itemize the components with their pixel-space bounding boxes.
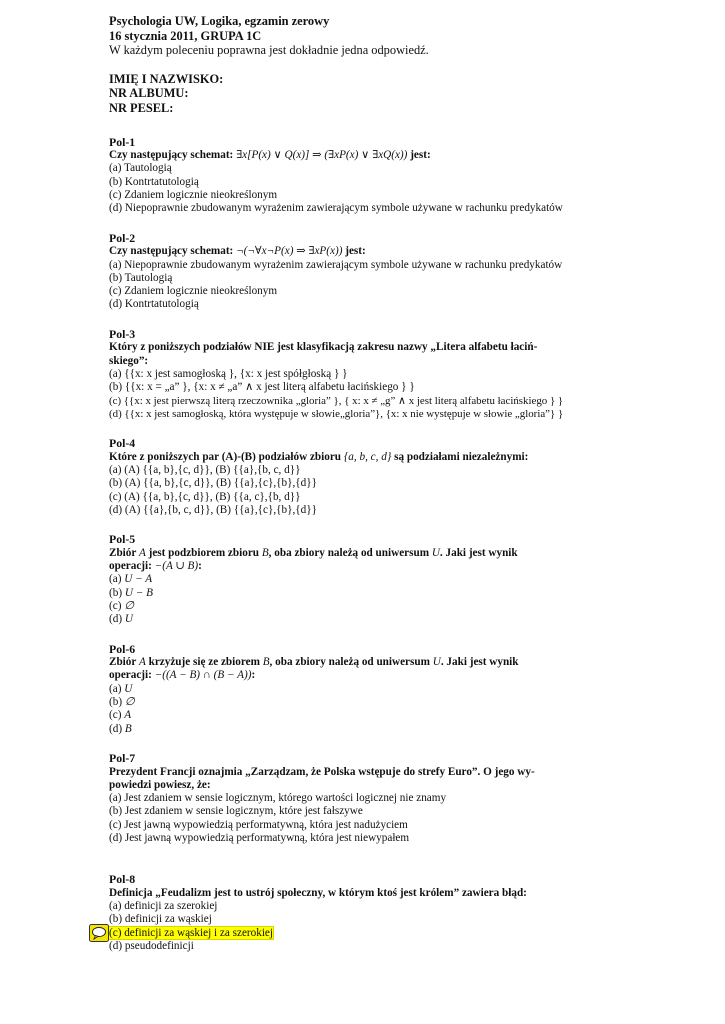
- question-formula: −((A − B) ∩ (B − A)): [154, 669, 252, 682]
- question-text: [109, 451, 621, 464]
- question-text-line-2: [109, 669, 621, 682]
- question-text-line-1: [109, 547, 621, 560]
- question-text-line-2: powiedzi powiesz, że:: [109, 778, 211, 791]
- question-text-part: jest:: [342, 245, 366, 258]
- option-b: (b) (A) {{a, b},{c, d}}, (B) {{a},{c},{b},{d}}: [109, 477, 318, 490]
- option-c: [109, 709, 621, 722]
- option-label: (d): [109, 613, 125, 626]
- option-c: (c) Zdaniem logicznie nieokreślonym: [109, 285, 278, 298]
- question-text-part: , oba zbiory należą od uniwersum: [268, 546, 432, 559]
- option-a: (a) (A) {{a, b},{c, d}}, (B) {{a},{b, c, d}}: [109, 463, 301, 476]
- option-value: U − A: [124, 573, 153, 586]
- math-symbol: A: [138, 546, 146, 559]
- question-pol-5: [109, 533, 621, 626]
- option-value: U: [124, 613, 133, 626]
- option-c: (c) Zdaniem logicznie nieokreślonym: [109, 189, 278, 202]
- question-id: Pol-4: [109, 436, 136, 451]
- option-value: B: [124, 722, 132, 735]
- option-b: (b) Tautologią: [109, 271, 173, 284]
- option-a: (a) {{x: x jest samogłoską }, {x: x jest spółgłoską } }: [109, 367, 348, 380]
- option-label: (d): [109, 722, 125, 735]
- question-text-part: operacji:: [109, 669, 155, 682]
- option-b: (b) Jest zdaniem w sensie logicznym, które jest fałszywe: [109, 805, 363, 818]
- question-text: [109, 149, 621, 162]
- option-c: (c) {{x: x jest pierwszą literą rzeczownika „gloria” }, { x: x ≠ „g” ∧ x jest literą alfabetu łacińskiego } }: [109, 394, 564, 407]
- question-text-part: . Jaki jest wynik: [440, 656, 519, 669]
- option-a: (a) Jest zdaniem w sensie logicznym, którego wartości logicznej nie znamy: [109, 792, 447, 805]
- question-id: Pol-1: [109, 134, 136, 149]
- option-d: (d) (A) {{a},{b, c, d}}, (B) {{a},{c},{b},{d}}: [109, 503, 318, 516]
- option-value: U: [124, 682, 133, 695]
- question-text-part: operacji:: [109, 560, 155, 573]
- option-b: (b) {{x: x = „a” }, {x: x ≠ „a” ∧ x jest literą alfabetu łacińskiego } }: [109, 381, 415, 394]
- option-label: (b): [109, 696, 125, 709]
- question-text-part: są podziałami niezależnymi:: [391, 450, 529, 463]
- comment-bubble-icon[interactable]: [89, 924, 109, 942]
- option-value: ∅: [124, 696, 135, 709]
- option-c: [109, 927, 621, 940]
- field-album-label: NR ALBUMU:: [109, 86, 189, 101]
- math-symbol: U: [431, 546, 440, 559]
- option-label: (a): [109, 682, 125, 695]
- option-a: (a) definicji za szerokiej: [109, 900, 218, 913]
- question-text-line-1: Który z poniższych podziałów NIE jest klasyfikacją zakresu nazwy „Litera alfabetu łaciń-: [109, 341, 538, 354]
- question-text-line-2: [109, 560, 621, 573]
- question-pol-4: [109, 437, 621, 517]
- exam-date-group: 16 stycznia 2011, GRUPA 1C: [109, 28, 262, 43]
- option-a: [109, 573, 621, 586]
- question-pol-1: [109, 136, 621, 216]
- question-formula: −(A ∪ B): [154, 560, 199, 573]
- option-b: (b) definicji za wąskiej: [109, 913, 212, 926]
- option-c: [109, 600, 621, 613]
- highlighted-option-text[interactable]: (c) definicji za wąskiej i za szerokiej: [109, 926, 273, 939]
- math-symbol: B: [262, 656, 270, 669]
- question-text: Definicja „Feudalizm jest to ustrój społeczny, w którym ktoś jest królem” zawiera błąd:: [109, 886, 527, 899]
- question-text-part: :: [198, 560, 202, 573]
- question-formula: {a, b, c, d}: [343, 450, 392, 463]
- option-b: [109, 696, 621, 709]
- question-pol-2: [109, 232, 621, 312]
- question-text-line-2: skiego”:: [109, 354, 149, 367]
- option-d: (d) {{x: x jest samogłoską, która występuje w słowie„gloria”}, {x: x nie występuje w słowie „gloria”} }: [109, 407, 564, 420]
- question-formula: ¬(¬∀x¬P(x) ⇒ ∃xP(x)): [236, 245, 343, 258]
- math-symbol: A: [138, 656, 146, 669]
- question-text-part: jest:: [407, 149, 431, 162]
- question-text-part: , oba zbiory należą od uniwersum: [269, 656, 433, 669]
- exam-title: Psychologia UW, Logika, egzamin zerowy: [109, 14, 330, 28]
- question-text-part: krzyżuje się ze zbiorem: [145, 656, 263, 669]
- option-label: (b): [109, 586, 125, 599]
- option-label: (c): [109, 709, 125, 722]
- option-a: (a) Tautologią: [109, 162, 172, 175]
- option-value: A: [124, 709, 132, 722]
- option-b: (b) Kontrtatutologią: [109, 175, 199, 188]
- option-d: (d) Jest jawną wypowiedzią performatywną, która jest niewypałem: [109, 832, 410, 844]
- option-d: (d) pseudodefinicji: [109, 940, 194, 953]
- option-c: (c) Jest jawną wypowiedzią performatywną, która jest nadużyciem: [109, 818, 408, 831]
- math-symbol: B: [261, 546, 269, 559]
- option-value: ∅: [124, 599, 134, 612]
- option-d: [109, 723, 621, 736]
- question-text-part: Które z poniższych par (A)-(B) podziałów zbioru: [109, 450, 344, 463]
- question-id: Pol-8: [109, 872, 136, 887]
- option-label: (c): [109, 599, 125, 612]
- question-id: Pol-3: [109, 326, 136, 341]
- exam-page: [109, 14, 621, 953]
- option-c: (c) (A) {{a, b},{c, d}}, (B) {{a, c},{b, d}}: [109, 490, 301, 503]
- question-text-part: Czy następujący schemat:: [109, 149, 237, 162]
- option-label: (a): [109, 573, 125, 586]
- field-pesel-label: NR PESEL:: [109, 100, 174, 115]
- option-d: (d) Kontrtatutologią: [109, 298, 199, 311]
- question-text-line-1: [109, 656, 621, 669]
- exam-instruction: W każdym poleceniu poprawna jest dokładnie jedna odpowiedź.: [109, 43, 429, 58]
- question-text-part: Zbiór: [109, 546, 139, 559]
- question-id: Pol-5: [109, 532, 136, 547]
- option-d: (d) Niepoprawnie zbudowanym wyrażenim zawierającym symbole używane w rachunku predykatów: [109, 202, 563, 215]
- math-symbol: U: [432, 656, 441, 669]
- question-text-part: Zbiór: [109, 656, 139, 669]
- question-text: [109, 245, 621, 258]
- question-id: Pol-2: [109, 230, 136, 245]
- student-fields: [109, 72, 621, 116]
- question-text-part: :: [251, 669, 256, 682]
- question-text-part: jest podzbiorem zbioru: [145, 546, 262, 559]
- question-id: Pol-6: [109, 641, 136, 656]
- option-d: [109, 613, 621, 626]
- option-a: [109, 683, 621, 696]
- exam-header: [109, 14, 621, 58]
- question-text-part: . Jaki jest wynik: [439, 546, 518, 559]
- question-text-line-1: Prezydent Francji oznajmia „Zarządzam, że Polska wstępuje do strefy Euro”. O jego wy-: [109, 765, 535, 778]
- question-pol-6: [109, 643, 621, 736]
- field-name-label: IMIĘ I NAZWISKO:: [109, 71, 224, 86]
- question-text-part: Czy następujący schemat:: [109, 245, 237, 258]
- question-id: Pol-7: [109, 750, 136, 765]
- question-pol-7: [109, 752, 621, 845]
- question-formula: ∃x[P(x) ∨ Q(x)] ⇒ (∃xP(x) ∨ ∃xQ(x)): [236, 149, 408, 162]
- question-pol-3: [109, 328, 621, 421]
- question-pol-8: [109, 873, 621, 953]
- option-a: (a) Niepoprawnie zbudowanym wyrażenim zawierającym symbole używane w rachunku predykatów: [109, 258, 563, 271]
- option-b: [109, 587, 621, 600]
- option-value: U − B: [124, 586, 153, 599]
